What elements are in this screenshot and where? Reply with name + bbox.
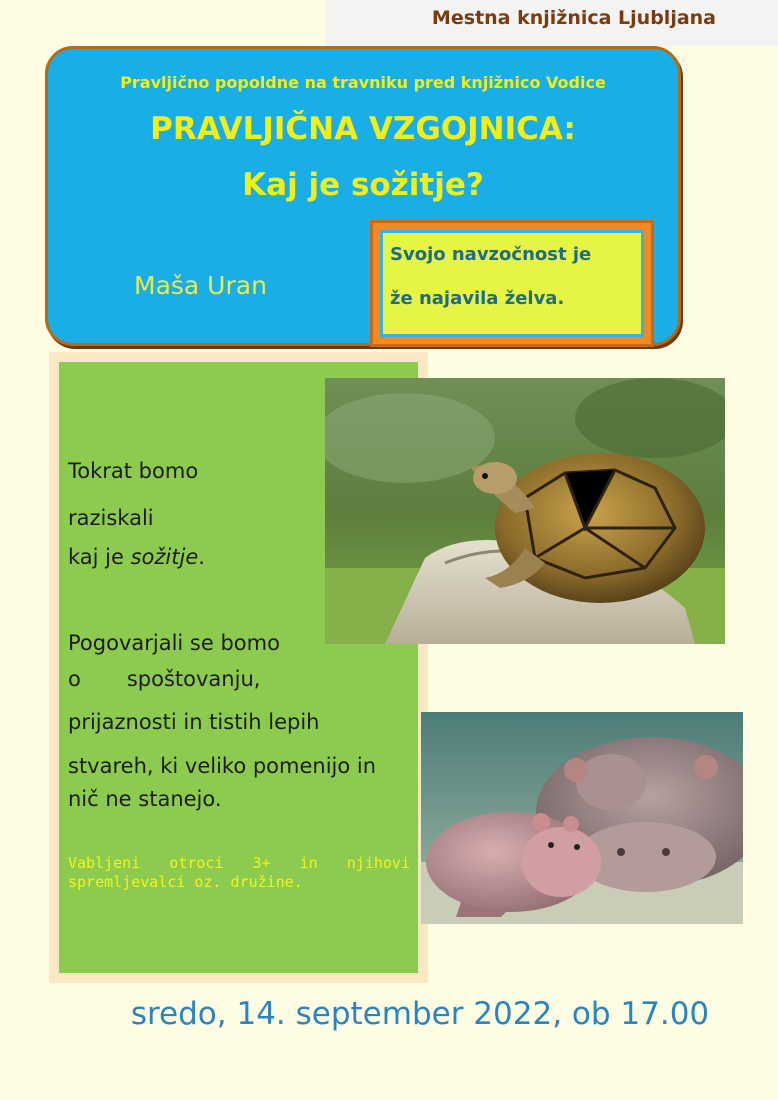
talk-word: o (68, 667, 81, 691)
hippos-illustration (421, 712, 743, 924)
header-banner (45, 46, 681, 346)
org-name: Mestna knjižnica Ljubljana (431, 7, 716, 29)
tortoise-illustration (325, 378, 725, 644)
talk-line: stvareh, ki veliko pomenijo in (68, 754, 377, 778)
talk-line: Pogovarjali se bomo (68, 631, 280, 655)
author-name: Maša Uran (134, 271, 267, 300)
notice-line: Svojo navzočnost je (390, 244, 592, 265)
intro-line (68, 545, 205, 569)
intro-prefix: kaj je (68, 545, 131, 569)
event-kicker: Pravljično popoldne na travniku pred knjižnico Vodice (120, 73, 606, 92)
talk-line (68, 667, 260, 691)
notice-inner (380, 230, 644, 337)
tortoise-photo (325, 378, 725, 644)
invitation-text: Vabljeni otroci 3+ in njihovi spremljevalci oz. družine. (68, 854, 410, 891)
event-subtitle: Kaj je sožitje? (242, 167, 484, 203)
talk-line: prijaznosti in tistih lepih (68, 710, 320, 734)
notice-line: že najavila želva. (390, 288, 565, 309)
org-bar (325, 0, 778, 46)
talk-word: spoštovanju, (126, 667, 261, 691)
talk-line: nič ne stanejo. (68, 787, 222, 811)
event-date: sredo, 14. september 2022, ob 17.00 (130, 996, 710, 1032)
hippos-photo (421, 712, 743, 924)
intro-suffix: . (198, 545, 205, 569)
intro-line: raziskali (68, 506, 154, 530)
notice-box (370, 220, 654, 347)
intro-line: Tokrat bomo (68, 459, 199, 483)
event-title: PRAVLJIČNA VZGOJNICA: (150, 111, 576, 147)
intro-emphasis: sožitje (130, 545, 199, 569)
